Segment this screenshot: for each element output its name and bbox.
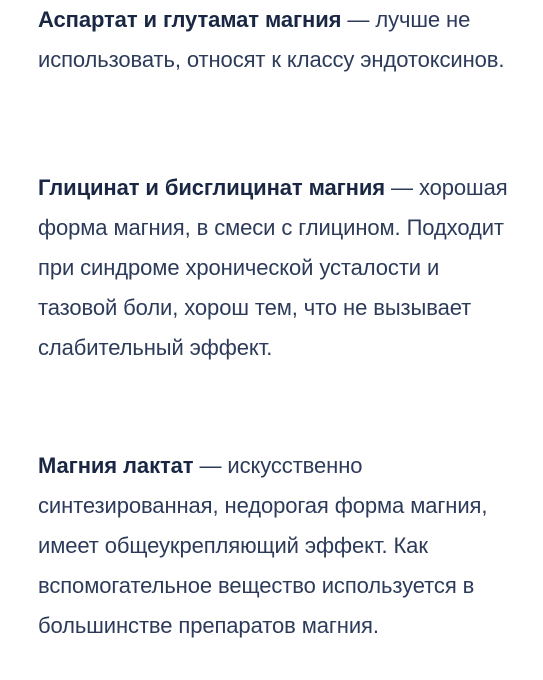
description-lactate: — искусственно синтезированная, недорогая форма магния, имеет общеукрепляющий эффект. Как вспомогательное вещество используется в большинстве препаратов магния. (38, 453, 488, 638)
term-aspartate-glutamate: Аспартат и глутамат магния (38, 7, 342, 32)
paragraph-lactate (38, 446, 518, 646)
term-lactate: Магния лактат (38, 453, 194, 478)
paragraph-aspartate-glutamate (38, 0, 518, 80)
description-aspartate-glutamate: — лучше не использовать, относят к классу эндотоксинов. (38, 7, 505, 72)
bottom-fade-overlay (0, 654, 543, 680)
description-glycinate-bisglycinate: — хорошая форма магния, в смеси с глицином. Подходит при синдроме хронической усталости и тазовой боли, хорош тем, что не вызывает слабительный эффект. (38, 175, 508, 360)
paragraph-glycinate-bisglycinate (38, 168, 518, 368)
term-glycinate-bisglycinate: Глицинат и бисглицинат магния (38, 175, 386, 200)
